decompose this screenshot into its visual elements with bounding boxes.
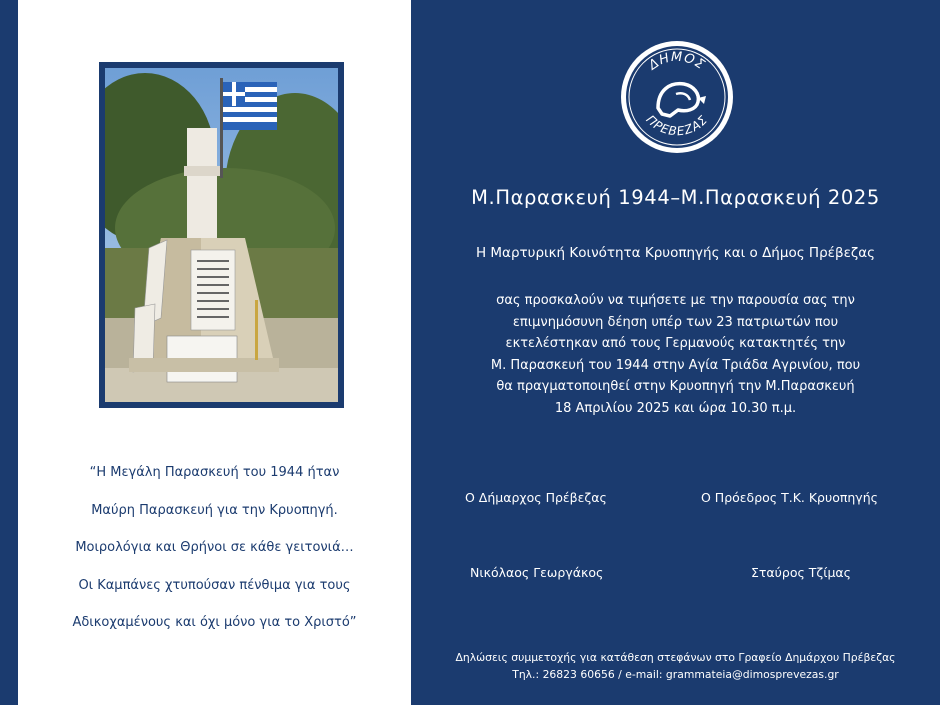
body-line: Μ. Παρασκευή του 1944 στην Αγία Τριάδα Αγρινίου, που bbox=[490, 357, 861, 373]
memorial-monument-photo bbox=[105, 68, 338, 402]
invitation-panel bbox=[411, 0, 940, 705]
body-line: επιμνημόσυνη δέηση υπέρ των 23 πατριωτών που bbox=[512, 314, 839, 330]
quote-line: Αδικοχαμένους και όχι μόνο για το Χριστό” bbox=[72, 615, 357, 630]
footer-contact: Τηλ.: 26823 60656 / e-mail: grammateia@dimosprevezas.gr bbox=[512, 668, 839, 681]
page-subtitle: Η Μαρτυρική Κοινότητα Κρυοπηγής και ο Δήμος Πρέβεζας bbox=[475, 245, 876, 261]
invitation-body bbox=[411, 290, 940, 420]
quote-line: Οι Καμπάνες χτυπούσαν πένθιμα για τους bbox=[78, 577, 351, 593]
footer-note: Δηλώσεις συμμετοχής για κατάθεση στεφάνων στο Γραφείο Δημάρχου Πρέβεζας bbox=[455, 651, 896, 664]
body-line: εκτελέστηκαν από τους Γερμανούς κατακτητές την bbox=[505, 336, 846, 352]
dimos-prevezas-seal-icon bbox=[618, 38, 736, 156]
quote-line: “Η Μεγάλη Παρασκευή του 1944 ήταν bbox=[89, 465, 340, 480]
left-panel bbox=[18, 0, 411, 705]
memorial-quote bbox=[18, 462, 411, 650]
logo-text-top: ΔΗΜΟΣ bbox=[646, 49, 708, 74]
quote-line: Μοιρολόγια και Θρήνοι σε κάθε γειτονιά… bbox=[75, 540, 354, 555]
president-role: Ο Πρόεδρος Τ.Κ. Κρυοπηγής bbox=[701, 490, 878, 505]
mayor-role: Ο Δήμαρχος Πρέβεζας bbox=[465, 490, 607, 505]
body-line: 18 Απριλίου 2025 και ώρα 10.30 π.μ. bbox=[554, 400, 797, 416]
body-line: σας προσκαλούν να τιμήσετε με την παρουσία σας την bbox=[496, 293, 855, 308]
mayor-name: Νικόλαος Γεωργάκος bbox=[470, 565, 604, 580]
president-name: Σταύρος Τζίμας bbox=[751, 565, 851, 580]
body-line: θα πραγματοποιηθεί στην Κρυοπηγή την Μ.Παρασκευή bbox=[496, 379, 855, 395]
left-border bbox=[0, 0, 18, 705]
quote-line: Μαύρη Παρασκευή για την Κρυοπηγή. bbox=[91, 502, 338, 518]
memorial-photo bbox=[99, 62, 344, 408]
page-title: Μ.Παρασκευή 1944–Μ.Παρασκευή 2025 bbox=[471, 186, 880, 209]
logo-text-bottom: ΠΡΕΒΕΖΑΣ bbox=[643, 112, 711, 139]
